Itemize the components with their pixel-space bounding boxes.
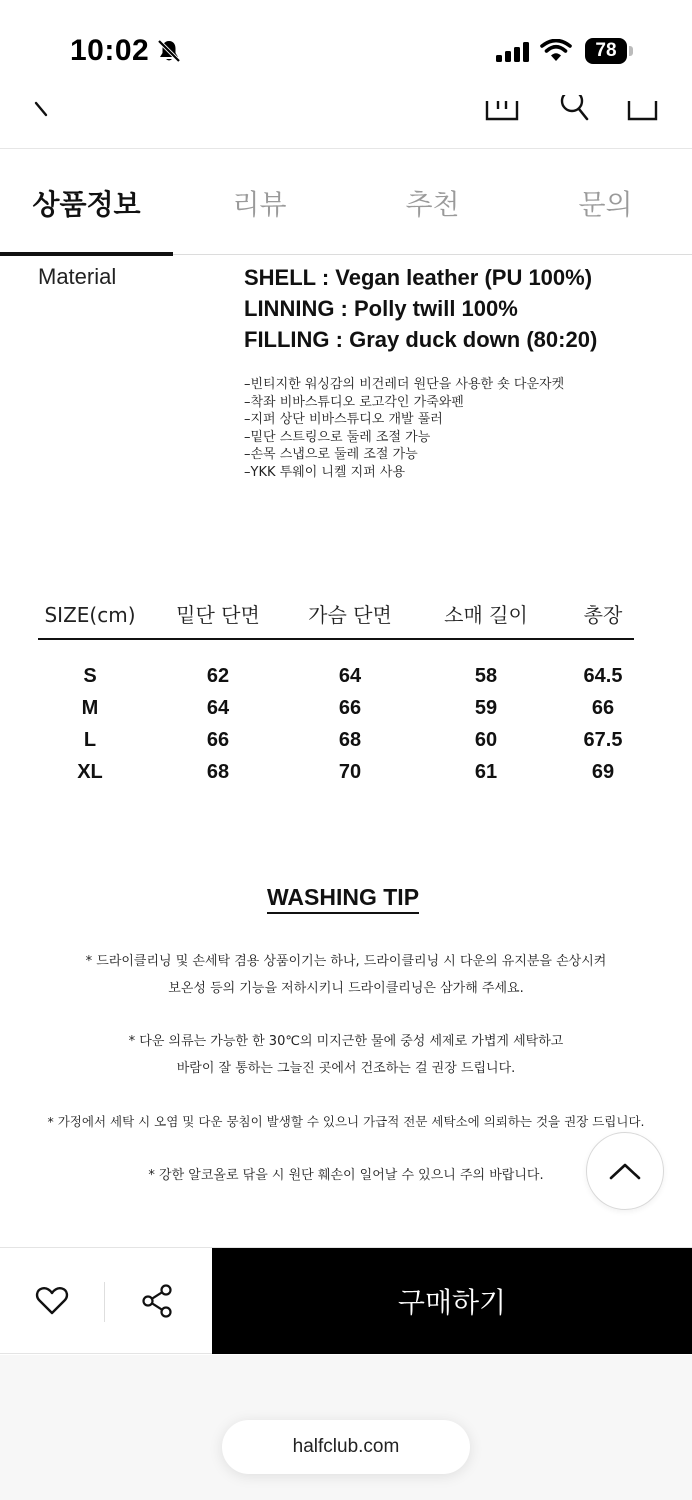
table-row <box>38 660 634 692</box>
table-cell: 59 <box>474 697 498 719</box>
tab-reviews[interactable]: 리뷰 <box>232 187 287 221</box>
share-icon <box>141 1284 175 1318</box>
header-cell: 밑단 단면 <box>176 603 260 627</box>
battery-level: 78 <box>585 38 627 64</box>
size-table-body <box>38 640 634 788</box>
like-button[interactable] <box>0 1248 104 1354</box>
chevron-up-icon <box>608 1161 642 1181</box>
table-cell: 66 <box>591 697 615 719</box>
table-cell: 69 <box>591 761 615 783</box>
table-cell: 66 <box>206 729 230 751</box>
material-label: Material <box>38 264 117 289</box>
feature-item: –지퍼 상단 비바스튜디오 개발 풀러 <box>244 412 443 427</box>
feature-item: –YKK 투웨이 니켈 지퍼 사용 <box>244 464 406 480</box>
cart-icon[interactable] <box>484 95 520 123</box>
signal-icon <box>496 42 532 62</box>
feature-list <box>244 376 564 481</box>
url-bar[interactable]: halfclub.com <box>222 1420 470 1474</box>
feature-item: –손목 스냅으로 둘레 조절 가능 <box>244 447 418 462</box>
feature-item: –착좌 비바스튜디오 로고각인 가죽와펜 <box>244 394 464 410</box>
table-cell: 67.5 <box>583 729 623 751</box>
feature-item: –빈티지한 워싱감의 비건레더 원단을 사용한 숏 다운자켓 <box>244 377 565 392</box>
tab-product-info[interactable]: 상품정보 <box>32 187 141 221</box>
table-cell: M <box>81 697 99 719</box>
washing-note: 바람이 잘 통하는 그늘진 곳에서 건조하는 걸 권장 드립니다. <box>176 1061 516 1076</box>
table-cell: XL <box>77 761 103 783</box>
table-cell: 68 <box>206 761 230 783</box>
table-cell: 64 <box>338 665 362 687</box>
back-icon[interactable] <box>34 95 54 119</box>
feature-item: –밑단 스트링으로 둘레 조절 가능 <box>244 429 431 445</box>
table-cell: 58 <box>474 665 498 687</box>
washing-tip-title-wrap <box>0 884 686 911</box>
washing-note: 보온성 등의 기능을 저하시키니 드라이클리닝은 삼가해 주세요. <box>168 981 524 996</box>
menu-icon[interactable] <box>626 95 660 123</box>
status-bar <box>0 0 692 100</box>
table-cell: 64 <box>206 697 230 719</box>
top-nav <box>0 95 692 149</box>
washing-tip-title: WASHING TIP <box>267 884 419 914</box>
table-row <box>38 756 634 788</box>
table-cell: 68 <box>338 729 362 751</box>
table-cell: 62 <box>206 665 230 687</box>
battery-cap <box>629 46 633 56</box>
washing-note: * 드라이클리닝 및 손세탁 겸용 상품이기는 하나, 드라이클리닝 시 다운의 유지분을 손상시켜 <box>85 954 607 969</box>
material-composition <box>244 262 597 355</box>
tab-inquiry[interactable]: 문의 <box>578 187 633 221</box>
table-row <box>38 724 634 756</box>
washing-note: * 다운 의류는 가능한 한 30℃의 미지근한 물에 중성 세제로 가볍게 세탁하고 <box>128 1034 564 1049</box>
status-time: 10:02 <box>70 34 150 67</box>
purchase-bar <box>0 1247 692 1354</box>
header-cell: 소매 길이 <box>444 603 528 627</box>
size-table <box>38 598 634 788</box>
table-cell: 60 <box>474 729 498 751</box>
washing-note: * 강한 알코올로 닦을 시 원단 훼손이 일어날 수 있으니 주의 바랍니다. <box>148 1168 544 1183</box>
scroll-top-button[interactable] <box>586 1132 664 1210</box>
washing-note: * 가정에서 세탁 시 오염 및 다운 뭉침이 발생할 수 있으니 가급적 전문 세탁소에 의뢰하는 것을 권장 드립니다. <box>47 1114 645 1129</box>
header-cell: 총장 <box>583 603 623 627</box>
table-cell: S <box>83 665 97 687</box>
material-shell: SHELL : Vegan leather (PU 100%) <box>244 265 593 290</box>
search-icon[interactable] <box>556 95 592 123</box>
material-filling: FILLING : Gray duck down (80:20) <box>244 327 598 352</box>
share-button[interactable] <box>105 1248 211 1354</box>
table-cell: 66 <box>338 697 362 719</box>
tab-recommend[interactable]: 추천 <box>405 187 460 221</box>
wifi-icon <box>540 39 572 63</box>
size-table-header <box>38 598 634 640</box>
table-cell: 64.5 <box>583 665 623 687</box>
bell-slash-icon <box>156 38 182 64</box>
table-row <box>38 692 634 724</box>
header-cell: 가슴 단면 <box>308 603 392 627</box>
table-cell: 61 <box>474 761 498 783</box>
table-cell: L <box>83 729 97 751</box>
active-tab-indicator <box>0 252 173 256</box>
header-cell: SIZE(cm) <box>44 603 136 627</box>
table-cell: 70 <box>338 761 362 783</box>
buy-button[interactable]: 구매하기 <box>212 1248 692 1354</box>
product-tabs <box>0 150 692 255</box>
heart-icon <box>35 1286 69 1316</box>
material-lining: LINNING : Polly twill 100% <box>244 296 518 321</box>
